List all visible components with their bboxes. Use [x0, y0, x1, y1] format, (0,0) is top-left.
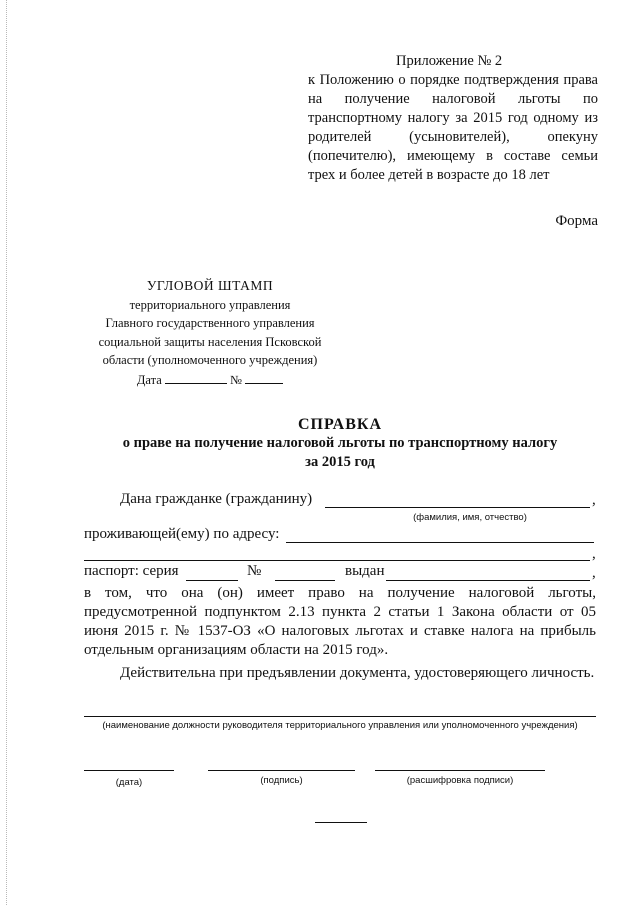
stamp-date-field[interactable] — [165, 370, 227, 384]
certificate-title — [80, 416, 600, 472]
passport-number-label: № — [247, 563, 262, 579]
title-year: за 2015 год — [305, 454, 375, 470]
issued-to-label: Дана гражданке (гражданину) — [120, 491, 313, 507]
address-field-1[interactable] — [286, 542, 594, 543]
stamp-number-label: № — [230, 372, 242, 387]
passport-issued-by-field[interactable] — [386, 580, 590, 581]
form-label: Форма — [555, 213, 598, 229]
stamp-number-field[interactable] — [245, 370, 283, 384]
stamp-line-3: социальной защиты населения Псковской — [98, 334, 322, 349]
official-position-caption: (наименование должности руководителя территориального управления или уполномоченного учреждения) — [102, 720, 578, 731]
passport-series-label: паспорт: серия — [84, 563, 179, 579]
date-caption: (дата) — [115, 777, 143, 788]
passport-number-field[interactable] — [275, 580, 335, 581]
validity-paragraph: Действительна при предъявлении документа, удостоверяющего личность. — [120, 665, 595, 681]
stamp-line-1: территориального управления — [129, 297, 291, 312]
decoding-caption: (расшифровка подписи) — [406, 775, 514, 786]
full-name-caption: (фамилия, имя, отчество) — [413, 512, 527, 523]
title-subtitle: о праве на получение налоговой льготы по транспортному налогу — [122, 435, 558, 451]
appendix-text: к Положению о порядке подтверждения права на получение налоговой льготы по транспортному налогу за 2015 год одному из родителей (усыновителей), опекуну (попечителю), имеющему в составе семьи трех и более детей в возрасте до 18 лет — [308, 72, 598, 183]
full-name-field[interactable] — [325, 507, 590, 508]
stamp-date-row — [70, 370, 350, 390]
signature-decoding-field[interactable] — [375, 770, 545, 771]
comma-1: , — [592, 492, 596, 508]
corner-stamp-block — [70, 277, 350, 389]
comma-3: , — [592, 565, 596, 581]
official-position-field[interactable] — [84, 716, 596, 717]
address-label: проживающей(ему) по адресу: — [84, 526, 280, 542]
appendix-block — [308, 52, 598, 185]
signature-caption: (подпись) — [260, 775, 303, 786]
address-field-2[interactable] — [84, 560, 590, 561]
issued-by-label: выдан — [345, 563, 385, 579]
page-edge-divider — [6, 0, 7, 905]
entitlement-paragraph: в том, что она (он) имеет право на получение налоговой льготы, предусмотренной подпунктом 2.13 пункта 2 статьи 1 Закона области от 05 июня 2015 г. № 1537-ОЗ «О налоговых льготах и ставке налога на прибыль отдельным организациям области на 2015 год». — [84, 585, 596, 658]
stamp-line-4: области (уполномоченного учреждения) — [102, 353, 318, 367]
appendix-number: Приложение № 2 — [396, 53, 503, 69]
footer-divider — [315, 822, 367, 823]
title-main: СПРАВКА — [297, 416, 383, 433]
stamp-line-2: Главного государственного управления — [105, 316, 315, 330]
comma-2: , — [592, 546, 596, 562]
stamp-heading: УГЛОВОЙ ШТАМП — [146, 278, 274, 293]
passport-series-field[interactable] — [186, 580, 238, 581]
signature-date-field[interactable] — [84, 770, 174, 771]
signature-field[interactable] — [208, 770, 355, 771]
stamp-date-label: Дата — [136, 372, 162, 387]
